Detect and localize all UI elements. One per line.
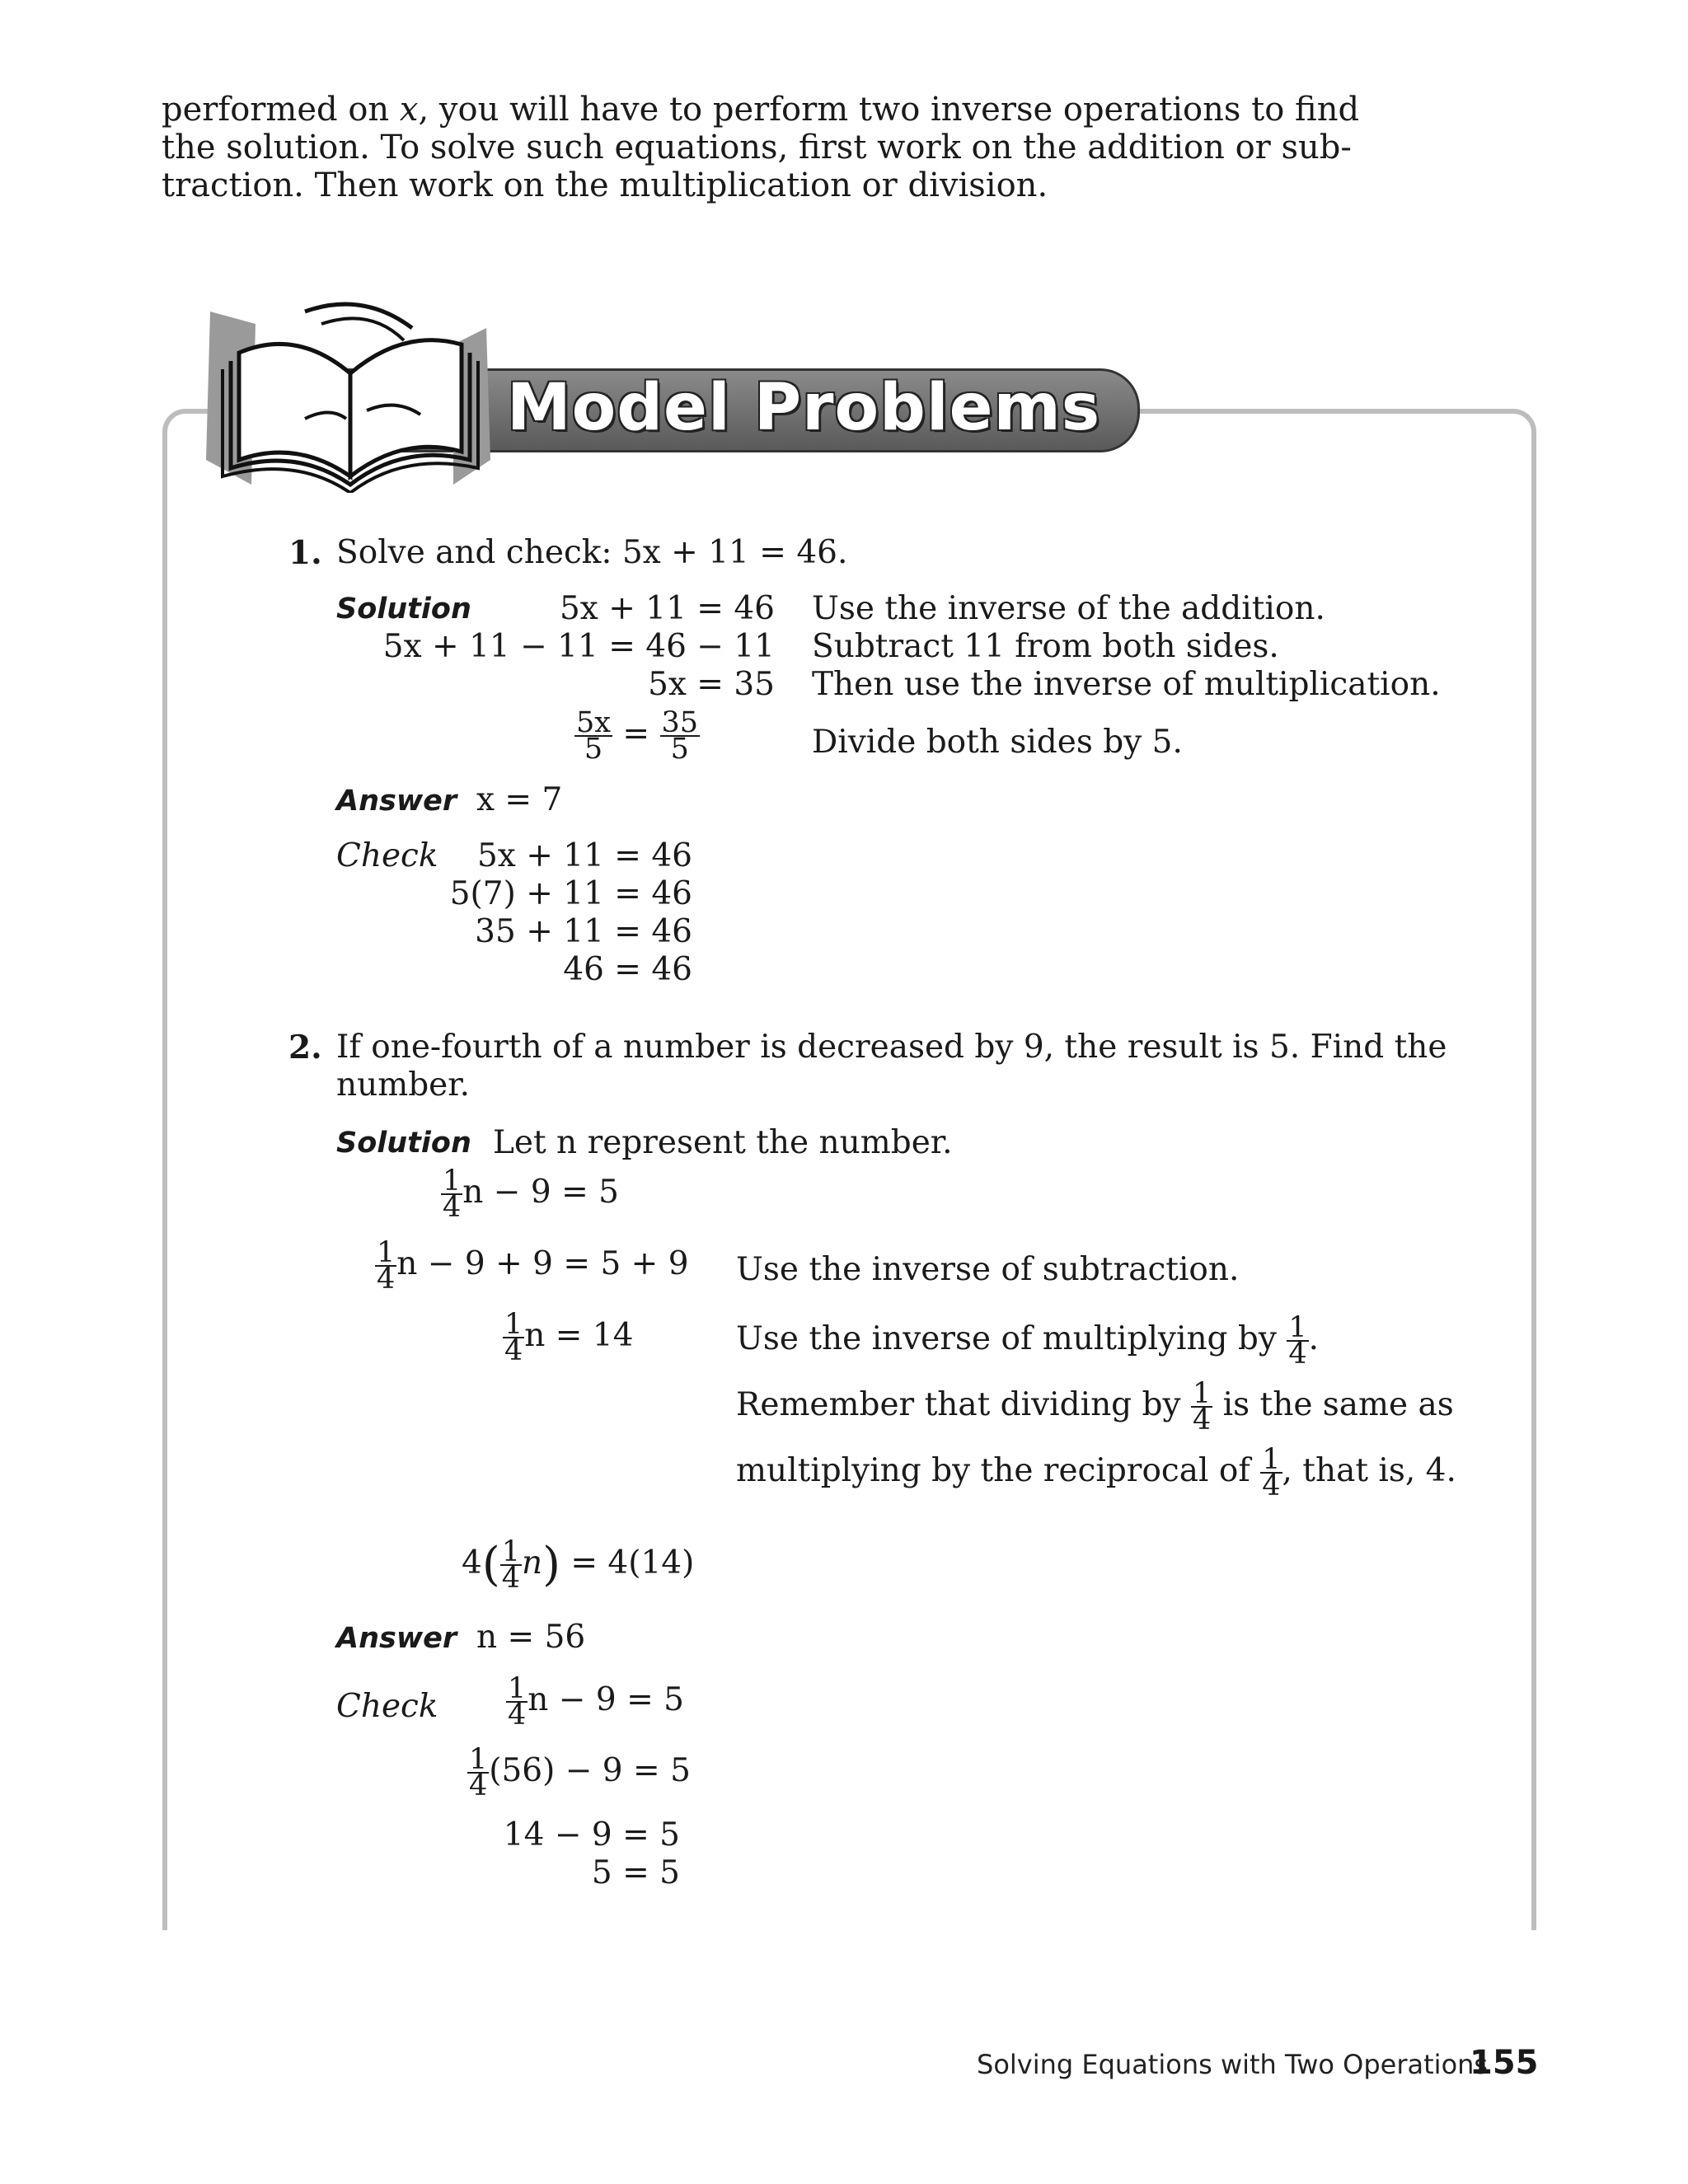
open-book-icon xyxy=(206,295,503,493)
fraction xyxy=(1191,1377,1212,1436)
numerator: 1 xyxy=(469,1743,488,1776)
problem-2-prompt: If one-fourth of a number is decreased by 9, the result is 5. Find the xyxy=(336,1029,1447,1066)
problem-1-number: 1. xyxy=(288,534,322,572)
equation-text: n − 9 + 9 = 5 + 9 xyxy=(396,1245,689,1282)
let-statement: Let n represent the number. xyxy=(493,1124,953,1161)
page-number: 155 xyxy=(1470,2044,1539,2082)
denominator: 4 xyxy=(377,1263,396,1296)
numerator: 5x xyxy=(576,706,612,739)
numerator: 35 xyxy=(661,706,699,739)
fraction xyxy=(500,1535,522,1595)
equation-text: n = 14 xyxy=(524,1317,634,1354)
intro-line-1 xyxy=(162,91,1360,129)
intro-text: performed on xyxy=(162,91,400,129)
fraction xyxy=(441,1165,462,1224)
step-note xyxy=(736,1443,1456,1502)
note-text: Use the inverse of multiplying by xyxy=(736,1320,1277,1357)
step-note: Use the inverse of the addition. xyxy=(812,590,1325,627)
denominator: 4 xyxy=(443,1191,462,1224)
problem-2-number: 2. xyxy=(288,1029,322,1066)
fraction xyxy=(503,1308,524,1367)
equation-step xyxy=(441,1165,619,1224)
denominator: 4 xyxy=(504,1334,523,1367)
check-step: 46 = 46 xyxy=(563,951,692,988)
step-note xyxy=(736,1377,1454,1436)
step-note: Use the inverse of subtraction. xyxy=(736,1251,1240,1288)
equation-text: = 4(14) xyxy=(560,1544,695,1582)
equation-step: 5x = 35 xyxy=(648,666,775,703)
equals-sign: = xyxy=(622,715,650,752)
check-step: 5 = 5 xyxy=(591,1854,680,1891)
check-label: Check xyxy=(336,837,438,874)
denominator: 4 xyxy=(1262,1469,1281,1502)
equation-step xyxy=(375,1236,689,1296)
equation-step xyxy=(503,1308,634,1367)
check-step xyxy=(467,1743,691,1802)
fraction xyxy=(660,706,701,766)
fraction-step xyxy=(574,706,700,766)
model-problems-title: Model Problems xyxy=(507,371,1101,445)
denominator: 5 xyxy=(670,733,689,766)
numerator: 1 xyxy=(1192,1377,1212,1410)
equation-step: 5x + 11 = 46 xyxy=(559,590,775,627)
intro-paragraph xyxy=(162,91,1360,204)
problem-1-prompt: Solve and check: 5x + 11 = 46. xyxy=(336,534,848,571)
step-note xyxy=(736,1311,1320,1371)
equation-variable: n xyxy=(521,1544,543,1582)
note-text: Remember that dividing by xyxy=(736,1386,1181,1423)
intro-text: , you will have to perform two inverse operations to find xyxy=(418,91,1360,129)
denominator: 5 xyxy=(584,733,603,766)
intro-line-3: traction. Then work on the multiplication or division. xyxy=(162,166,1048,204)
answer-value: x = 7 xyxy=(476,781,563,818)
intro-variable: x xyxy=(399,91,419,129)
equation-text: 4 xyxy=(462,1544,482,1582)
denominator: 4 xyxy=(1192,1404,1212,1436)
solution-label: Solution xyxy=(336,1127,471,1160)
equation-step: 4( $\frac{1}{4}$ n) = 4(14) xyxy=(462,1535,695,1595)
fraction xyxy=(574,706,612,766)
check-step: 35 + 11 = 46 xyxy=(475,913,692,950)
note-text: multiplying by the reciprocal of xyxy=(736,1452,1250,1489)
numerator: 1 xyxy=(377,1236,396,1269)
fraction xyxy=(1260,1443,1282,1502)
numerator: 1 xyxy=(1288,1311,1307,1344)
step-note: Divide both sides by 5. xyxy=(812,724,1183,761)
fraction xyxy=(467,1743,489,1802)
denominator: 4 xyxy=(1288,1338,1307,1371)
note-text: is the same as xyxy=(1222,1386,1454,1423)
equation-text: (56) − 9 = 5 xyxy=(489,1752,691,1789)
problem-2-prompt: number. xyxy=(336,1066,471,1104)
chapter-footer: Solving Equations with Two Operations xyxy=(977,2049,1489,2080)
answer-label: Answer xyxy=(336,785,457,818)
check-step: 5(7) + 11 = 46 xyxy=(449,875,692,912)
numerator: 1 xyxy=(504,1308,523,1341)
step-note: Subtract 11 from both sides. xyxy=(812,628,1279,665)
numerator: 1 xyxy=(501,1535,520,1568)
answer-label: Answer xyxy=(336,1622,457,1655)
denominator: 4 xyxy=(501,1562,520,1595)
check-step: 5x + 11 = 46 xyxy=(476,837,692,874)
intro-line-2: the solution. To solve such equations, first work on the addition or sub- xyxy=(162,129,1352,166)
equation-text: n − 9 = 5 xyxy=(528,1681,684,1718)
fraction xyxy=(506,1672,528,1732)
check-step xyxy=(506,1672,684,1732)
check-label: Check xyxy=(336,1688,438,1725)
check-step: 14 − 9 = 5 xyxy=(503,1816,680,1854)
answer-value: n = 56 xyxy=(476,1619,586,1656)
solution-label: Solution xyxy=(336,593,471,626)
step-note: Then use the inverse of multiplication. xyxy=(812,666,1441,703)
numerator: 1 xyxy=(508,1672,527,1705)
fraction xyxy=(375,1236,396,1296)
denominator: 4 xyxy=(508,1699,527,1732)
note-text: , that is, 4. xyxy=(1282,1452,1456,1489)
note-text: . xyxy=(1308,1320,1320,1357)
numerator: 1 xyxy=(443,1165,462,1197)
numerator: 1 xyxy=(1262,1443,1281,1476)
equation-step: 5x + 11 − 11 = 46 − 11 xyxy=(382,628,775,665)
fraction xyxy=(1287,1311,1308,1371)
denominator: 4 xyxy=(469,1769,488,1802)
equation-text: n − 9 = 5 xyxy=(462,1174,619,1211)
